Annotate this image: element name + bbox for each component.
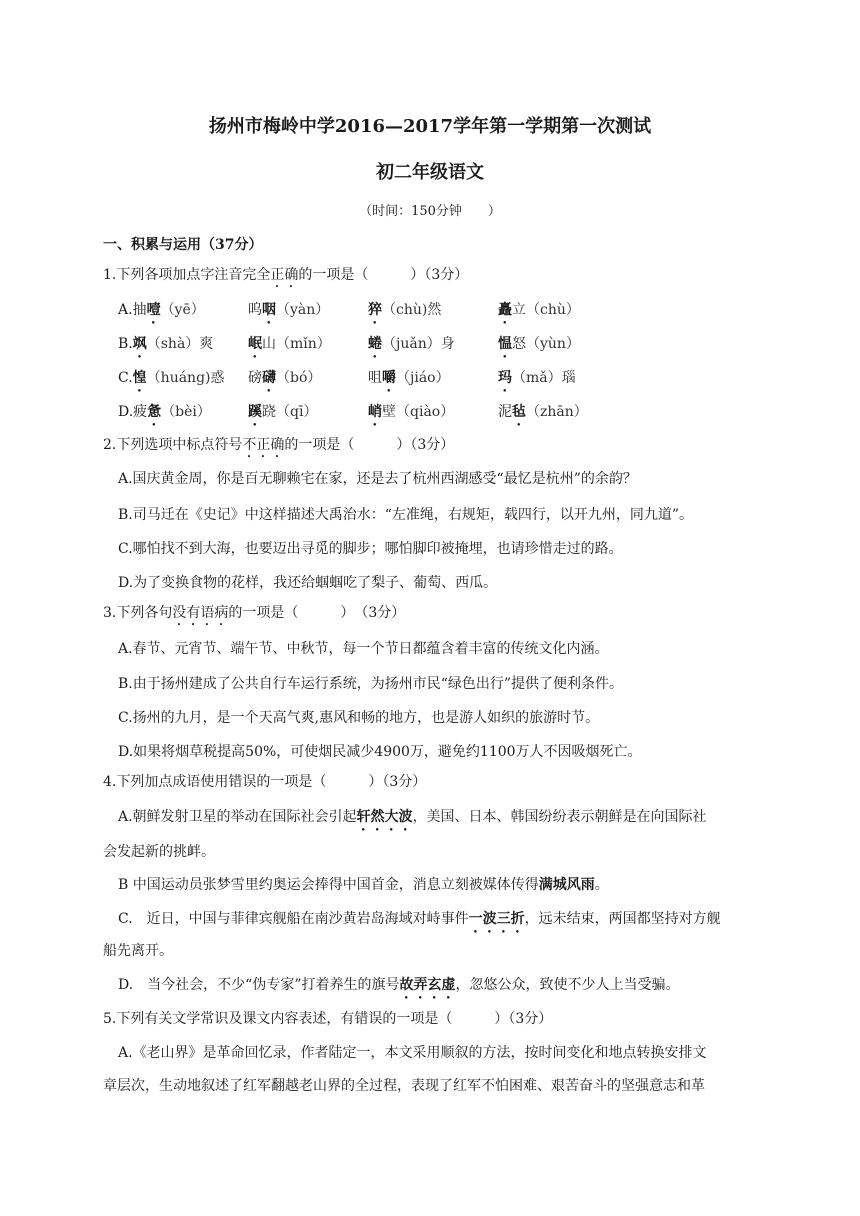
pinyin-text: （jiáo）: [396, 370, 450, 386]
q4-a-idiom: 轩然大波: [356, 809, 413, 825]
q1-stem-text: 1.下列各项加点字注音完全: [103, 267, 271, 283]
pinyin-text: （yàn）: [276, 302, 330, 318]
dotted-char: 飒: [132, 336, 147, 352]
dotted-char: 嚼: [382, 370, 396, 386]
dotted-char: 咽: [262, 302, 276, 318]
word-text: 泥: [498, 404, 512, 420]
q4-c-idiom: 一波三折: [468, 911, 525, 927]
pinyin-text: 怒（yùn）: [512, 336, 580, 352]
question-4-stem: 4.下列加点成语使用错误的一项是（ ）（3分）: [103, 774, 427, 790]
q1-option-item: [368, 301, 441, 327]
q4-d-idiom: 故弄玄虚: [399, 977, 456, 993]
q2-stem-tail: 的一项是（ ）（3分）: [284, 437, 455, 453]
q3-option-c: C.扬州的九月，是一个天高气爽,惠风和畅的地方，也是游人如织的旅游时节。: [118, 710, 600, 726]
dotted-char: 蜷: [368, 336, 382, 352]
pinyin-text: （shà）爽: [146, 336, 214, 352]
q5-option-a-line1: A.《老山界》是革命回忆录，作者陆定一，本文采用顺叙的方法，按时间变化和地点转换安排文: [118, 1045, 707, 1061]
pinyin-text: （juǎn）身: [382, 336, 455, 352]
q1-option-item: [498, 403, 588, 429]
pinyin-text: （yē）: [160, 302, 205, 318]
q4-option-c-cont: 船先离开。: [103, 943, 173, 959]
exam-time: （时间：150分钟 ）: [359, 204, 501, 219]
q4-b-tail: 。: [594, 877, 609, 893]
q4-d-text: D. 当今社会，不少“伪专家”打着养生的旗号: [118, 977, 400, 993]
q5-option-a-line2: 章层次，生动地叙述了红军翻越老山界的全过程，表现了红军不怕困难、艰苦奋斗的坚强意志和革: [103, 1078, 705, 1094]
word-text: 咀: [368, 370, 382, 386]
q4-a-text: A.朝鲜发射卫星的举动在国际社会引起: [118, 809, 357, 825]
dotted-char: 矗: [498, 302, 512, 318]
word-text: B.: [118, 336, 133, 352]
q3-emphasis: 没有语病: [172, 605, 229, 621]
q4-b-idiom: 满城风雨: [538, 877, 595, 893]
q1-option-item: [118, 301, 205, 327]
q1-option-item: [368, 403, 454, 429]
q1-option-item: [248, 369, 321, 395]
question-5-stem: 5.下列有关文学常识及课文内容表述，有错误的一项是（ ）（3分）: [103, 1011, 553, 1027]
q4-option-d: [118, 976, 680, 1002]
q3-option-b: B.由于扬州建成了公共自行车运行系统，为扬州市民“绿色出行”提供了便利条件。: [118, 676, 624, 692]
q1-option-item: [498, 301, 580, 327]
question-1-stem: [103, 266, 468, 291]
q1-option-item: [118, 403, 211, 429]
q1-option-item: [248, 301, 329, 327]
pinyin-text: 立（chù）: [512, 302, 580, 318]
q4-a-tail: ，美国、日本、韩国纷纷表示朝鲜是在向国际社: [412, 809, 707, 825]
q1-stem-tail: 的一项是（ ）（3分）: [298, 267, 469, 283]
q1-option-item: [248, 403, 317, 429]
dotted-char: 噎: [146, 302, 161, 318]
dotted-char: 蹊: [248, 404, 262, 420]
q2-option-b: B.司马迁在《史记》中这样描述大禹治水：“左准绳，右规矩，载四行，以开九州，同九道”。: [118, 507, 694, 523]
word-text: A.抽: [118, 302, 147, 318]
dotted-char: 岷: [248, 336, 262, 352]
q1-option-item: [368, 369, 450, 395]
q1-option-item: [118, 369, 225, 395]
dotted-char: 惫: [147, 404, 162, 420]
q3-stem-tail: 的一项是（ ） （3分）: [228, 605, 406, 621]
dotted-char: 峭: [368, 404, 382, 420]
exam-title: 扬州市梅岭中学2016—2017学年第一学期第一次测试: [208, 116, 652, 137]
pinyin-text: （huáng)惑: [146, 370, 225, 386]
pinyin-text: （mǎ）瑙: [512, 370, 576, 386]
pinyin-text: （zhān）: [526, 404, 588, 420]
q2-stem-text: 2.下列选项中标点符号: [103, 437, 243, 453]
q2-emphasis: 不正确: [242, 437, 285, 453]
dotted-char: 愠: [498, 336, 512, 352]
q2-option-c: C.哪怕找不到大海，也要迈出寻觅的脚步；哪怕脚印被掩埋，也请珍惜走过的路。: [118, 541, 623, 557]
q4-option-c: [118, 910, 721, 936]
q4-d-tail: ，忽悠公众，致使不少人上当受骗。: [455, 977, 680, 993]
question-3-stem: [103, 604, 405, 629]
pinyin-text: （chù)然: [382, 302, 442, 318]
q2-option-a: A.国庆黄金周，你是百无聊赖宅在家，还是去了杭州西湖感受“最忆是杭州”的余韵？: [118, 471, 637, 487]
pinyin-text: （bèi）: [161, 404, 211, 420]
pinyin-text: 壁（qiào）: [382, 404, 455, 420]
word-text: 磅: [248, 370, 262, 386]
q4-c-text: C. 近日，中国与菲律宾舰船在南沙黄岩岛海域对峙事件: [118, 911, 469, 927]
dotted-char: 惶: [132, 370, 147, 386]
q4-option-a: [118, 808, 707, 834]
pinyin-text: 跷（qī）: [262, 404, 318, 420]
q2-option-d: D.为了变换食物的花样，我还给蝈蝈吃了梨子、葡萄、西瓜。: [118, 575, 498, 591]
word-text: 呜: [248, 302, 262, 318]
word-text: C.: [118, 370, 133, 386]
question-2-stem: [103, 436, 454, 461]
dotted-char: 礴: [262, 370, 276, 386]
section-heading: 一、积累与运用（37分）: [103, 237, 263, 253]
exam-subtitle: 初二年级语文: [376, 162, 484, 183]
q3-option-d: D.如果将烟草税提高50%，可使烟民减少4900万，避免约1100万人不因吸烟死亡。: [118, 744, 642, 760]
q1-option-item: [498, 369, 576, 395]
dotted-char: 玛: [498, 370, 512, 386]
q1-emphasis: 正确: [270, 267, 299, 283]
dotted-char: 毡: [512, 404, 526, 420]
q1-option-item: [368, 335, 455, 361]
word-text: D.疲: [118, 404, 148, 420]
q1-option-item: [248, 335, 331, 361]
q3-option-a: A.春节、元宵节、端午节、中秋节，每一个节日都蕴含着丰富的传统文化内涵。: [118, 641, 609, 657]
pinyin-text: （bó）: [276, 370, 322, 386]
q4-b-text: B 中国运动员张梦雪里约奥运会捧得中国首金，消息立刻被媒体传得: [118, 877, 539, 893]
dotted-char: 猝: [368, 302, 382, 318]
q4-c-tail: ，远未结束，两国都坚持对方舰: [524, 911, 721, 927]
q1-option-item: [498, 335, 580, 361]
q3-stem-text: 3.下列各句: [103, 605, 173, 621]
pinyin-text: 山（mǐn）: [262, 336, 331, 352]
q1-option-item: [118, 335, 213, 361]
q4-option-a-cont: 会发起新的挑衅。: [103, 844, 215, 860]
q4-option-b: [118, 876, 609, 894]
